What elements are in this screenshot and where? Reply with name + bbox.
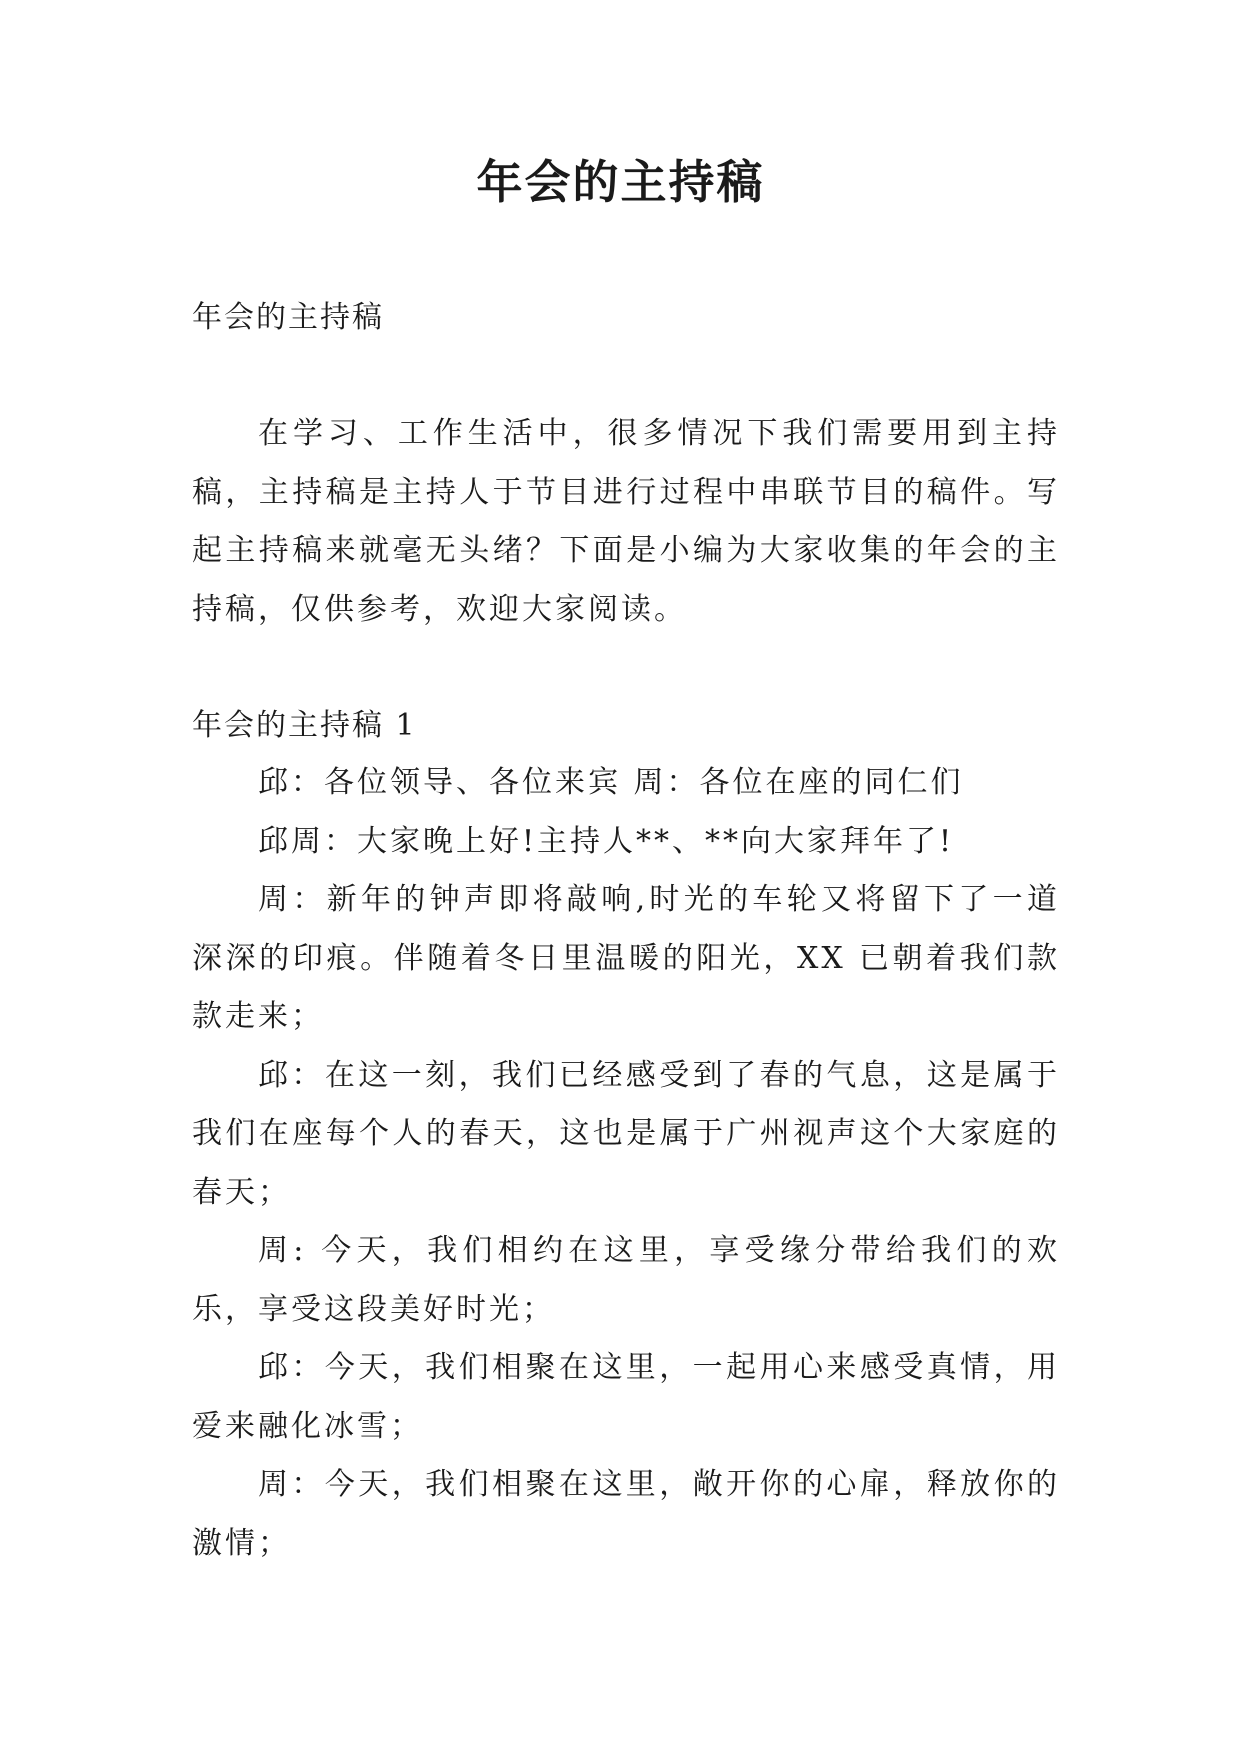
dialogue-block — [192, 754, 1060, 1573]
intro-paragraph: 在学习、工作生活中，很多情况下我们需要用到主持稿，主持稿是主持人于节目进行过程中串联节目的稿件。写起主持稿来就毫无头绪？下面是小编为大家收集的年会的主持稿，仅供参考，欢迎大家阅读。 — [192, 416, 1060, 627]
section-heading: 年会的主持稿 1 — [192, 708, 417, 743]
dialogue-paragraph-3: 周：新年的钟声即将敲响,时光的车轮又将留下了一道深深的印痕。伴随着冬日里温暖的阳光，XX 已朝着我们款款走来； — [192, 882, 1060, 1034]
dialogue-paragraph-7: 周：今天，我们相聚在这里，敞开你的心扉，释放你的激情； — [192, 1467, 1060, 1561]
dialogue-paragraph-5: 周: 今天，我们相约在这里，享受缘分带给我们的欢乐，享受这段美好时光； — [192, 1233, 1060, 1327]
dialogue-paragraph-2: 邱周：大家晚上好!主持人**、**向大家拜年了! — [258, 823, 955, 859]
dialogue-paragraph-1: 邱：各位领导、各位来宾 周：各位在座的同仁们 — [258, 765, 964, 800]
intro-block — [192, 405, 1060, 639]
document-subtitle: 年会的主持稿 — [192, 300, 384, 335]
dialogue-paragraph-6: 邱：今天，我们相聚在这里，一起用心来感受真情，用爱来融化冰雪； — [192, 1350, 1060, 1444]
dialogue-paragraph-4: 邱：在这一刻，我们已经感受到了春的气息，这是属于我们在座每个人的春天，这也是属于广州视声这个大家庭的春天； — [192, 1057, 1060, 1210]
document-title: 年会的主持稿 — [476, 155, 765, 209]
